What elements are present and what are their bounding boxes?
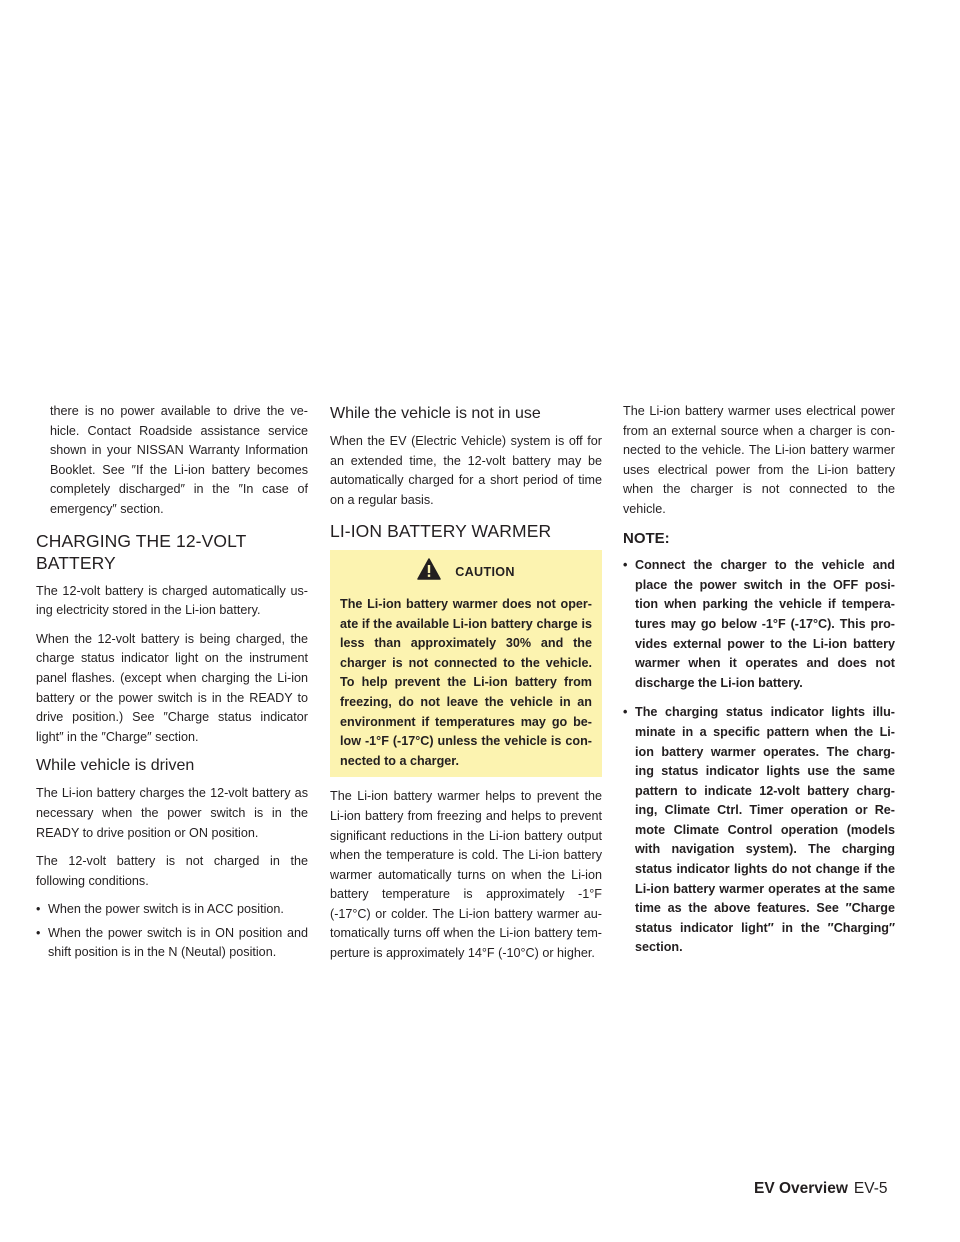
note-heading: NOTE: [623, 529, 670, 547]
bullet-mark: • [623, 558, 628, 573]
heading-battery-warmer: LI-ION BATTERY WARMER [330, 521, 552, 542]
list-item-text: When the power switch is in ON position and shift position is in the N (Neutal) position. [48, 925, 308, 960]
subheading-while-driven: While vehicle is driven [36, 757, 195, 775]
bullet-mark: • [36, 902, 41, 917]
column-middle [330, 404, 602, 973]
page-number: EV-5 [853, 1180, 888, 1197]
subheading-not-in-use: While the vehicle is not in use [330, 405, 541, 422]
paragraph: The Li-ion battery warmer helps to prevent the Li-ion battery from freezing and helps to prevent significant reductions in the Li-ion battery output when the temperature is cold. The Li-ion battery warmer automatically turns on when the Li-ion battery temperature is approximately -1°F (-17°C) or colder. The Li-ion battery warmer au- tomatically turns off when the Li-ion battery tem- perture is approximately 14°F (-10°C) or higher. [330, 789, 602, 961]
footer-section-title: EV Overview [754, 1180, 848, 1197]
paragraph: The Li-ion battery charges the 12-volt battery as necessary when the power switch is in the READY to drive position or ON position. [36, 786, 308, 840]
list-item-text: When the power switch is in ACC position. [48, 902, 284, 917]
continued-paragraph: there is no power available to drive the ve- hicle. Contact Roadside assistance service shown in your NISSAN Warranty Information Booklet. See ″If the Li-ion battery becomes completely discharged″ in the ″In case of emergency″ section. [50, 404, 308, 516]
note-item-text: Connect the charger to the vehicle and place the power switch in the OFF posi- tion when parking the vehicle if tempera- tures may go below -1°F (-17°C). This pro- vides external power to the Li-ion battery warmer when it operates and does not discharge the Li-ion battery. [635, 558, 895, 690]
column-left [36, 402, 308, 967]
list-item [36, 900, 308, 920]
paragraph: When the 12-volt battery is being charged, the charge status indicator light on the instrument panel flashes. (except when charging the Li-ion battery or the power switch is in the READY to drive position.) See ″Charge status indicator light″ in the ″Charge″ section. [36, 631, 308, 744]
column-right [623, 402, 895, 968]
heading-charging-12-volt: CHARGING THE 12-VOLT BATTERY [36, 530, 247, 573]
paragraph: The 12-volt battery is not charged in the following conditions. [36, 854, 308, 888]
paragraph: When the EV (Electric Vehicle) system is off for an extended time, the 12-volt battery may be automatically charged for a short period of time on a regular basis. [330, 434, 602, 507]
bullet-mark: • [36, 925, 41, 940]
paragraph: The Li-ion battery warmer uses electrical power from an external source when a charger is con- nected to the vehicle. The Li-ion battery warmer uses electrical power from the Li-ion battery when the charger is not connected to the vehicle. [623, 404, 895, 516]
note-item [623, 556, 895, 693]
bullet-mark: • [623, 705, 628, 720]
note-item-text: The charging status indicator lights illu- minate in a specific pattern when the Li- ion battery warmer operates. The charg- ing status indicator lights use the same pattern to indicate 12-volt battery charg- ing, Climate Ctrl. Timer operation or Re- mote Climate Control operation (models with navigation system). The charging status indicator lights do not change if the Li-ion battery warmer operates at the same time as the above features. See ″Charge status indicator light″ in the ″Charging″ section. [635, 705, 895, 955]
caution-box [330, 550, 602, 777]
warning-triangle-icon [417, 558, 441, 587]
caution-header [340, 558, 592, 587]
list-item [36, 924, 308, 963]
note-item [623, 703, 895, 958]
paragraph: The 12-volt battery is charged automatically us- ing electricity stored in the Li-ion battery. [36, 583, 308, 618]
page-footer [754, 1180, 888, 1198]
caution-text: The Li-ion battery warmer does not oper- ate if the available Li-ion battery charge is less than approximately 30% and the charger is not connected to the vehicle. To help prevent the Li-ion battery from freezing, do not leave the vehicle in an environment if temperatures may go be- low -1°F (-17°C) unless the vehicle is con- nected to a charger. [340, 596, 592, 768]
caution-title: CAUTION [455, 564, 515, 579]
